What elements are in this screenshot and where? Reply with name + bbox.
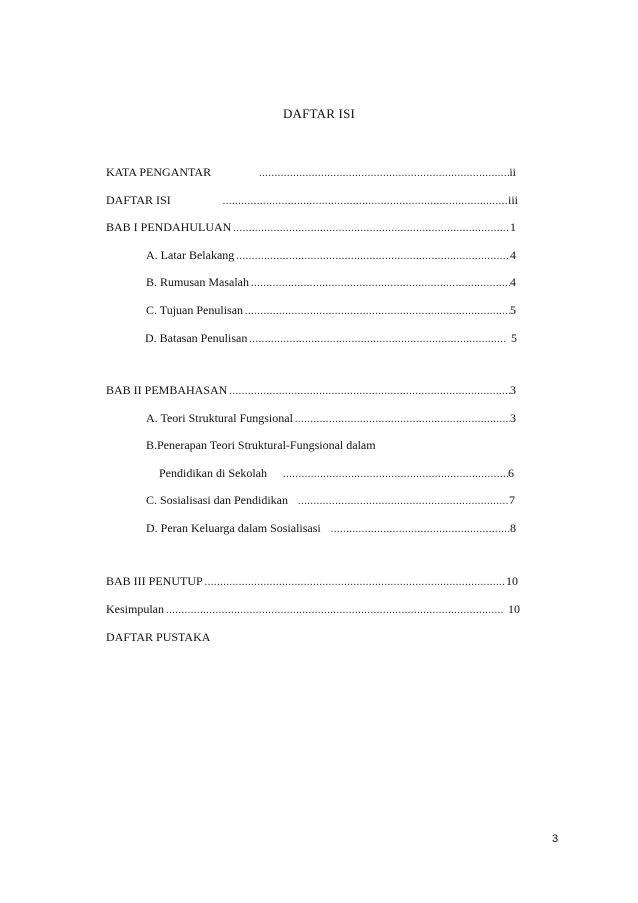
- toc-entry-latar-belakang: [146, 247, 516, 263]
- toc-page-number: ii: [509, 165, 516, 179]
- toc-label: D. Peran Keluarga dalam Sosialisasi: [146, 521, 321, 535]
- page-number: 3: [552, 833, 559, 845]
- toc-label: DAFTAR ISI: [106, 193, 171, 207]
- toc-entry-penerapan: [146, 437, 376, 453]
- leader-dots: [249, 276, 510, 292]
- leader-dots: [257, 166, 509, 182]
- toc-label: BAB II PEMBAHASAN: [106, 383, 228, 397]
- toc-entry-bab-1: [106, 219, 516, 235]
- toc-page-number: 1: [510, 220, 516, 234]
- leader-dots: [329, 522, 510, 538]
- toc-entry-peran-keluarga: [146, 520, 516, 536]
- toc-entry-rumusan-masalah: [146, 274, 516, 290]
- leader-dots: [164, 603, 504, 619]
- toc-label: C. Tujuan Penulisan: [146, 303, 244, 317]
- toc-page-number: 10: [506, 574, 518, 588]
- toc-label: BAB III PENUTUP: [106, 574, 203, 588]
- toc-label: B.Penerapan Teori Struktural-Fungsional dalam: [146, 438, 376, 452]
- toc-entry-kata-pengantar: [106, 164, 516, 180]
- toc-entry-tujuan-penulisan: [146, 302, 516, 318]
- toc-page-number: 3: [510, 383, 516, 397]
- toc-label: A. Teori Struktural Fungsional: [146, 411, 293, 425]
- toc-page-number: iii: [507, 193, 518, 207]
- toc-page-number: 4: [510, 248, 516, 262]
- toc-label: KATA PENGANTAR: [106, 165, 212, 179]
- toc-page-number: 8: [510, 521, 516, 535]
- toc-entry-bab-3: [106, 573, 518, 589]
- toc-entry-daftar-pustaka: [106, 629, 210, 645]
- toc-entry-pendidikan-sekolah: [159, 465, 514, 481]
- toc-label: DAFTAR PUSTAKA: [106, 630, 211, 644]
- toc-entry-teori-struktural: [146, 410, 516, 426]
- leader-dots: [296, 494, 509, 510]
- toc-label: B. Rumusan Masalah: [146, 275, 249, 289]
- leader-dots: [293, 412, 510, 428]
- toc-page-number: 10: [508, 602, 520, 616]
- toc-entry-sosialisasi-pendidikan: [146, 492, 515, 508]
- toc-label: C. Sosialisasi dan Pendidikan: [146, 493, 288, 507]
- toc-page-number: 7: [509, 493, 515, 507]
- leader-dots: [203, 575, 506, 591]
- toc-label: Pendidikan di Sekolah: [159, 466, 267, 480]
- toc-label: D. Batasan Penulisan: [145, 331, 248, 345]
- leader-dots: [281, 467, 508, 483]
- page-title: DAFTAR ISI: [282, 106, 356, 121]
- leader-dots: [231, 221, 510, 237]
- toc-entry-bab-2: [106, 382, 516, 398]
- leader-dots: [243, 304, 510, 320]
- leader-dots: [221, 194, 508, 210]
- leader-dots: [234, 249, 510, 265]
- toc-page-number: 5: [511, 331, 517, 345]
- toc-label: Kesimpulan: [106, 602, 164, 616]
- leader-dots: [227, 384, 510, 400]
- toc-label: BAB I PENDAHULUAN: [106, 220, 232, 234]
- toc-entry-batasan-penulisan: [145, 330, 517, 346]
- toc-page-number: 4: [510, 275, 516, 289]
- toc-page-number: 5: [510, 303, 516, 317]
- toc-entry-kesimpulan: [106, 601, 520, 617]
- toc-label: A. Latar Belakang: [146, 248, 235, 262]
- toc-entry-daftar-isi: [106, 192, 518, 208]
- toc-page-number: 3: [510, 411, 516, 425]
- leader-dots: [247, 332, 505, 348]
- toc-page-number: 6: [508, 466, 514, 480]
